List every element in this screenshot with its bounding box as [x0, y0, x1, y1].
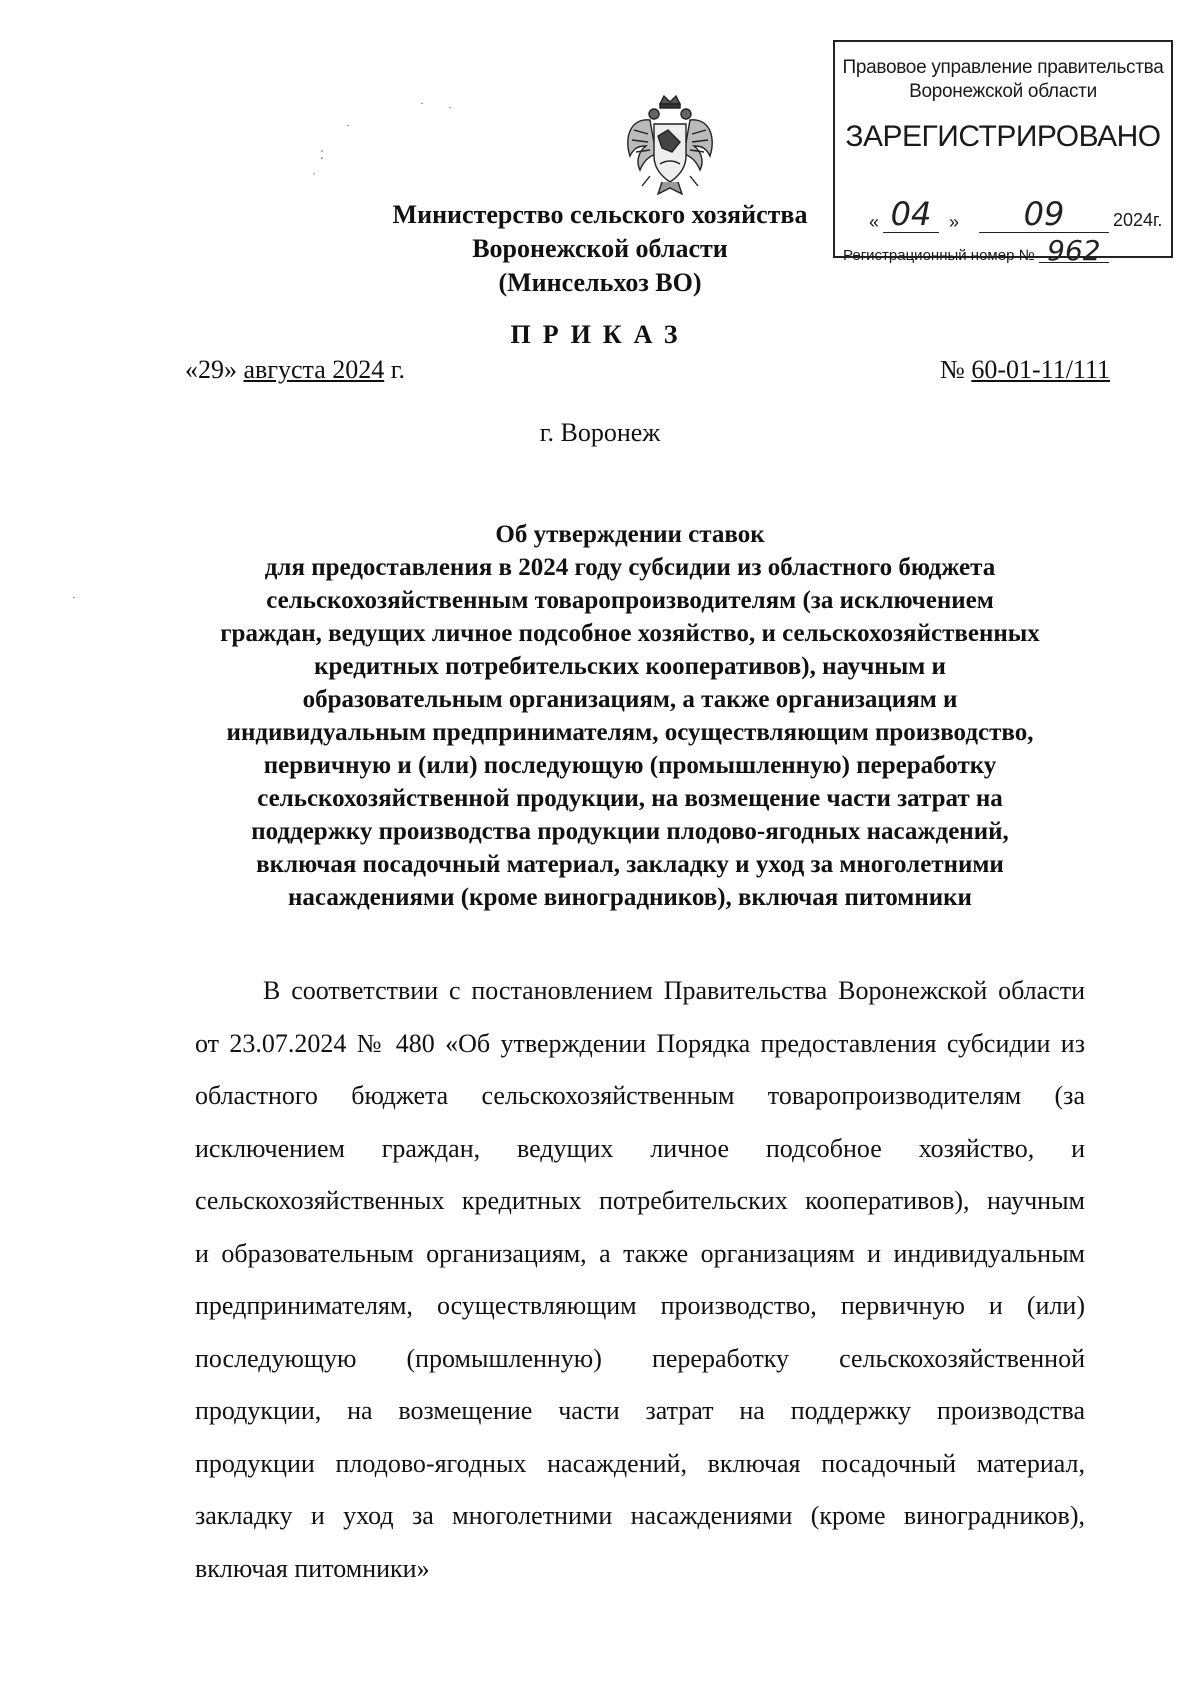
body-line: включая питомники» — [195, 1553, 430, 1583]
body-line: закладку и уход за многолетними насаждениями (кроме виноградников), — [195, 1501, 1085, 1530]
order-body — [195, 965, 1085, 1595]
subject-line: Об утверждении ставок — [495, 521, 765, 548]
stamp-organization-line1: Правовое управление правительства — [842, 57, 1164, 78]
subject-line: сельскохозяйственной продукции, на возмещение части затрат на — [257, 785, 1003, 812]
stamp-reg-number: 962 — [1039, 240, 1109, 263]
stamp-reg-label: Регистрационный номер № — [843, 247, 1035, 264]
order-date-day: «29» — [185, 355, 237, 384]
stamp-organization-line2: Воронежской области — [909, 81, 1097, 102]
ministry-abbreviation: (Минсельхоз ВО) — [498, 268, 702, 297]
stamp-status: ЗАРЕГИСТРИРОВАНО — [845, 120, 1161, 153]
ministry-header — [300, 198, 900, 300]
body-line: исключением граждан, ведущих личное подсобное хозяйство, и — [195, 1133, 1085, 1163]
order-subject — [190, 518, 1070, 914]
order-number-value: 60-01-11/111 — [971, 355, 1110, 384]
subject-line: кредитных потребительских кооперативов), научным и — [314, 653, 946, 680]
order-date — [185, 355, 405, 385]
body-line: и образовательным организациям, а также организациям и индивидуальным — [195, 1238, 1085, 1268]
ministry-name-line2: Воронежской области — [472, 234, 728, 263]
body-line: В соответствии с постановлением Правительства Воронежской области — [263, 976, 1085, 1005]
stamp-quote-open: « — [869, 212, 880, 232]
order-number — [900, 355, 1110, 385]
subject-line: поддержку производства продукции плодово-ягодных насаждений, — [251, 818, 1009, 845]
stamp-year: 2024г. — [1113, 210, 1163, 230]
stamp-day: 04 — [883, 196, 939, 233]
scan-speck: ⁚ — [320, 148, 324, 162]
scan-speck: · — [448, 100, 452, 114]
order-number-prefix: № — [940, 355, 965, 384]
subject-line: сельскохозяйственным товаропроизводителям (за исключением — [266, 587, 994, 614]
body-line: предпринимателям, осуществляющим производство, первичную и (или) — [195, 1291, 1085, 1320]
subject-line: образовательным организациям, а также организациям и — [302, 686, 958, 713]
scan-speck: · — [420, 96, 424, 110]
body-line: продукции плодово-ягодных насаждений, включая посадочный материал, — [195, 1448, 1085, 1478]
stamp-organization — [835, 56, 1171, 104]
ministry-name-line1: Министерство сельского хозяйства — [392, 200, 808, 229]
body-line: последующую (промышленную) переработку сельскохозяйственной — [195, 1343, 1085, 1373]
stamp-quote-close: » — [949, 212, 960, 232]
body-line: продукции, на возмещение части затрат на поддержку производства — [195, 1396, 1085, 1425]
order-title: ПРИКАЗ — [510, 320, 690, 349]
coat-of-arms-icon — [620, 90, 720, 205]
body-line: от 23.07.2024 № 480 «Об утверждении Порядка предоставления субсидии из — [195, 1028, 1085, 1058]
subject-line: для предоставления в 2024 году субсидии из областного бюджета — [264, 554, 996, 581]
order-date-month-year: августа 2024 — [243, 355, 385, 384]
stamp-month: 09 — [979, 196, 1109, 233]
body-line: сельскохозяйственных кредитных потребительских кооперативов), научным — [195, 1186, 1085, 1215]
stamp-date — [869, 195, 1163, 236]
scan-speck: · — [72, 590, 76, 604]
scan-speck: · — [346, 118, 350, 132]
order-date-suffix: г. — [390, 355, 405, 384]
scan-speck: ʾ — [312, 170, 316, 184]
subject-line: включая посадочный материал, закладку и уход за многолетними — [256, 851, 1004, 878]
body-line: областного бюджета сельскохозяйственным товаропроизводителям (за — [195, 1081, 1085, 1110]
order-city: г. Воронеж — [539, 418, 661, 447]
subject-line: индивидуальным предпринимателям, осуществляющим производство, — [226, 719, 1034, 746]
subject-line: насаждениями (кроме виноградников), включая питомники — [288, 884, 972, 911]
subject-line: первичную и (или) последующую (промышленную) переработку — [263, 752, 997, 779]
subject-line: граждан, ведущих личное подсобное хозяйство, и сельскохозяйственных — [220, 620, 1040, 647]
